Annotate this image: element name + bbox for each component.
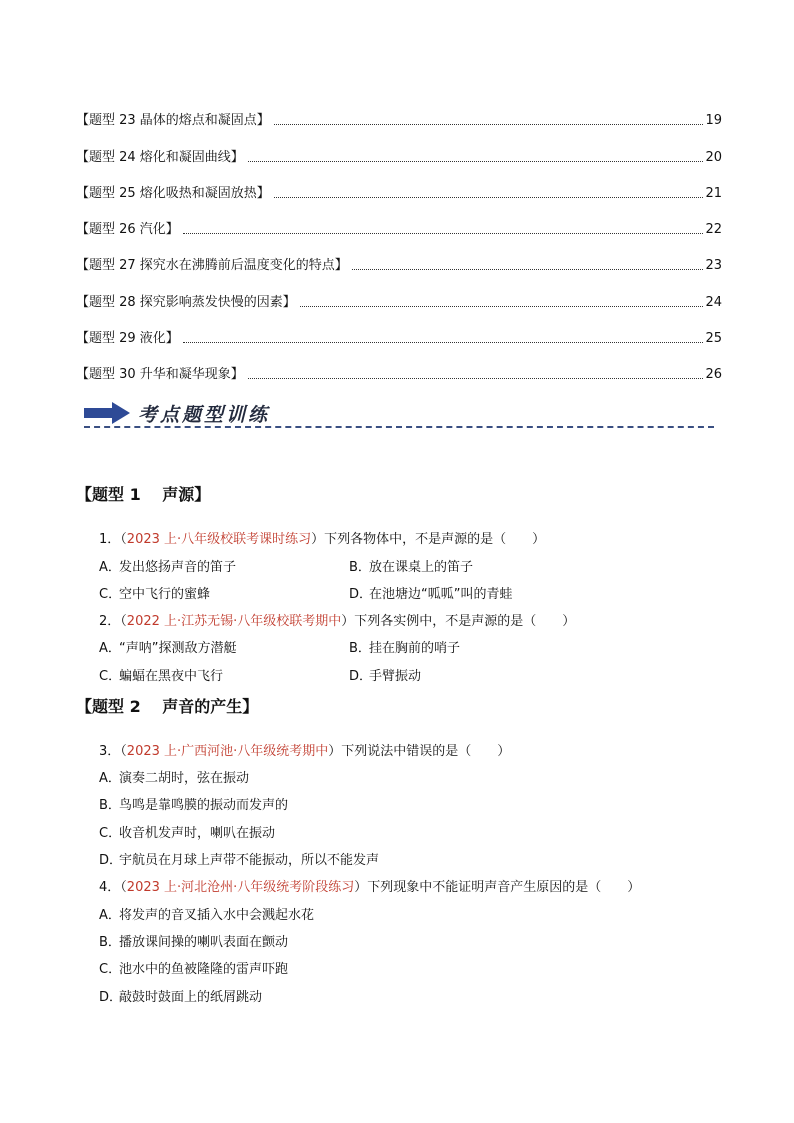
question-source: （2022 上·江苏无锡·八年级校联考期中） xyxy=(120,614,355,629)
answer-option[interactable] xyxy=(99,665,223,684)
option-text: 鸟鸣是靠鸣膜的振动而发声的 xyxy=(119,798,289,813)
answer-option[interactable] xyxy=(99,556,236,575)
option-letter: A． xyxy=(99,560,121,575)
toc-leader-dots xyxy=(274,123,704,125)
answer-option[interactable] xyxy=(99,767,249,786)
toc-entry[interactable] xyxy=(76,94,722,130)
option-letter: B． xyxy=(349,560,371,575)
option-letter: C． xyxy=(99,962,122,977)
toc-entry-title: 【题型 26 汽化】 xyxy=(76,222,179,238)
option-text: 敲鼓时鼓面上的纸屑跳动 xyxy=(119,990,263,1005)
option-text: 在池塘边“呱呱”叫的青蛙 xyxy=(369,587,513,602)
arrow-right-icon xyxy=(84,402,130,424)
question-source: （2023 上·八年级校联考课时练习） xyxy=(120,532,325,547)
toc-entry-page: 25 xyxy=(705,331,722,347)
toc-entry-page: 20 xyxy=(705,149,722,165)
option-letter: B． xyxy=(349,641,371,656)
toc-entry-page: 22 xyxy=(705,222,722,238)
banner-divider xyxy=(84,426,714,428)
option-letter: A． xyxy=(99,771,121,786)
option-text: 播放课间操的喇叭表面在颤动 xyxy=(119,935,289,950)
toc-entry-page: 26 xyxy=(705,367,722,383)
question-number: 3． xyxy=(99,744,121,759)
option-letter: D． xyxy=(99,990,123,1005)
toc-entry-title: 【题型 30 升华和凝华现象】 xyxy=(76,367,244,383)
question-source-text: 2023 上·广西河池·八年级统考期中 xyxy=(126,744,329,759)
option-text: 收音机发声时，喇叭在振动 xyxy=(119,826,276,841)
option-text: 空中飞行的蜜蜂 xyxy=(119,587,211,602)
toc-entry-page: 19 xyxy=(705,113,722,129)
question-number: 1． xyxy=(99,532,121,547)
question-number: 2． xyxy=(99,614,121,629)
toc-leader-dots xyxy=(352,268,704,270)
banner-title: 考点题型训练 xyxy=(138,404,271,426)
answer-option[interactable] xyxy=(99,904,314,923)
option-letter: B． xyxy=(99,935,121,950)
toc-entry[interactable] xyxy=(76,130,722,166)
option-letter: D． xyxy=(99,853,123,868)
option-text: 将发声的音叉插入水中会溅起水花 xyxy=(119,908,315,923)
question-source-text: 2023 上·八年级校联考课时练习 xyxy=(126,532,312,547)
toc-leader-dots xyxy=(248,377,704,379)
answer-option[interactable] xyxy=(99,794,288,813)
toc-entry[interactable] xyxy=(76,348,722,384)
toc-entry-page: 24 xyxy=(705,294,722,310)
option-text: 挂在胸前的哨子 xyxy=(369,641,461,656)
option-text: 手臂振动 xyxy=(369,669,422,684)
section-heading: 【题型 2 声音的产生】 xyxy=(76,697,259,716)
option-letter: D． xyxy=(349,669,373,684)
question-text: 下列各实例中，不是声源的是（ ） xyxy=(354,614,576,629)
option-text: 放在课桌上的笛子 xyxy=(369,560,474,575)
toc-entry[interactable] xyxy=(76,203,722,239)
toc-leader-dots xyxy=(248,160,704,162)
toc-entry-title: 【题型 24 熔化和凝固曲线】 xyxy=(76,149,244,165)
toc-leader-dots xyxy=(300,305,704,307)
option-text: 宇航员在月球上声带不能振动，所以不能发声 xyxy=(119,853,380,868)
section-heading: 【题型 1 声源】 xyxy=(76,485,211,504)
option-letter: C． xyxy=(99,587,122,602)
answer-option[interactable] xyxy=(349,583,512,602)
toc-leader-dots xyxy=(183,232,704,234)
question-stem xyxy=(99,528,545,547)
question-text: 下列说法中错误的是（ ） xyxy=(341,744,511,759)
toc-entry-title: 【题型 23 晶体的熔点和凝固点】 xyxy=(76,113,270,129)
toc-entry-page: 23 xyxy=(705,258,722,274)
question-text: 下列各物体中，不是声源的是（ ） xyxy=(324,532,546,547)
option-letter: C． xyxy=(99,669,122,684)
answer-option[interactable] xyxy=(99,958,288,977)
question-source-text: 2023 上·河北沧州·八年级统考阶段练习 xyxy=(126,880,355,895)
option-letter: A． xyxy=(99,908,121,923)
toc-entry-title: 【题型 27 探究水在沸腾前后温度变化的特点】 xyxy=(76,258,348,274)
toc-entry[interactable] xyxy=(76,275,722,311)
toc-entry-title: 【题型 29 液化】 xyxy=(76,331,179,347)
toc-leader-dots xyxy=(183,341,704,343)
option-text: “声呐”探测敌方潜艇 xyxy=(119,641,237,656)
answer-option[interactable] xyxy=(349,665,421,684)
answer-option[interactable] xyxy=(99,986,262,1005)
toc-entry[interactable] xyxy=(76,239,722,275)
question-source-text: 2022 上·江苏无锡·八年级校联考期中 xyxy=(126,614,342,629)
option-text: 蝙蝠在黑夜中飞行 xyxy=(119,669,224,684)
toc-entry-title: 【题型 28 探究影响蒸发快慢的因素】 xyxy=(76,294,296,310)
option-letter: B． xyxy=(99,798,121,813)
question-source: （2023 上·河北沧州·八年级统考阶段练习） xyxy=(120,880,368,895)
answer-option[interactable] xyxy=(99,849,379,868)
answer-option[interactable] xyxy=(349,637,460,656)
toc-entry[interactable] xyxy=(76,167,722,203)
question-stem xyxy=(99,610,575,629)
answer-option[interactable] xyxy=(99,931,288,950)
question-number: 4． xyxy=(99,880,121,895)
question-stem xyxy=(99,876,640,895)
option-text: 发出悠扬声音的笛子 xyxy=(119,560,237,575)
table-of-contents xyxy=(76,94,722,384)
toc-entry[interactable] xyxy=(76,312,722,348)
answer-option[interactable] xyxy=(99,637,236,656)
toc-entry-page: 21 xyxy=(705,185,722,201)
toc-leader-dots xyxy=(274,196,704,198)
option-letter: D． xyxy=(349,587,373,602)
question-stem xyxy=(99,740,510,759)
question-source: （2023 上·广西河池·八年级统考期中） xyxy=(120,744,342,759)
section-banner xyxy=(84,398,714,432)
option-text: 演奏二胡时，弦在振动 xyxy=(119,771,250,786)
option-text: 池水中的鱼被隆隆的雷声吓跑 xyxy=(119,962,289,977)
question-text: 下列现象中不能证明声音产生原因的是（ ） xyxy=(367,880,641,895)
option-letter: C． xyxy=(99,826,122,841)
answer-option[interactable] xyxy=(99,583,210,602)
answer-option[interactable] xyxy=(99,822,275,841)
answer-option[interactable] xyxy=(349,556,473,575)
option-letter: A． xyxy=(99,641,121,656)
toc-entry-title: 【题型 25 熔化吸热和凝固放热】 xyxy=(76,185,270,201)
